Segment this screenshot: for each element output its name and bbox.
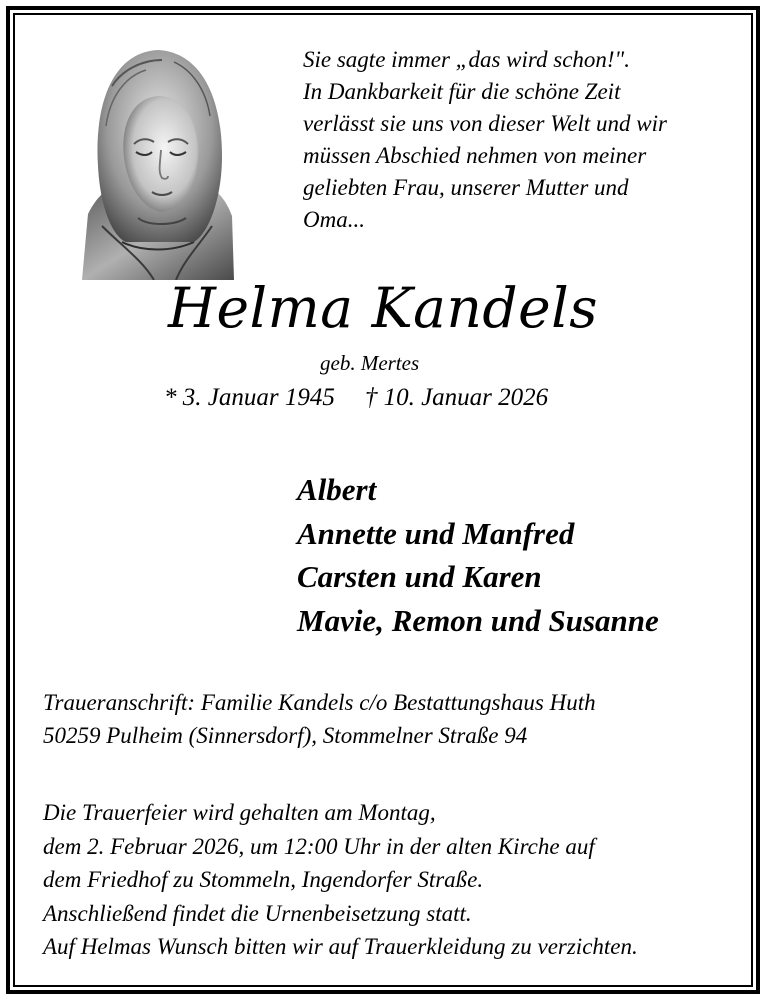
quote-line: In Dankbarkeit für die schöne Zeit	[303, 79, 621, 104]
memorial-quote	[303, 44, 743, 236]
birth-name: geb. Mertes	[320, 351, 420, 375]
deceased-name: Helma Kandels	[168, 276, 598, 340]
family-member: Carsten und Karen	[297, 559, 542, 594]
quote-line: Sie sagte immer „das wird schon!".	[303, 47, 630, 72]
madonna-portrait-image	[82, 46, 234, 280]
funeral-line: Auf Helmas Wunsch bitten wir auf Trauerkleidung zu verzichten.	[43, 934, 638, 959]
quote-line: Oma...	[303, 207, 365, 232]
death-date: † 10. Januar 2026	[364, 384, 549, 411]
mourning-family	[297, 468, 659, 642]
funeral-line: Anschließend findet die Urnenbeisetzung statt.	[43, 900, 472, 926]
birth-date: * 3. Januar 1945	[164, 384, 335, 411]
funeral-details	[43, 796, 638, 964]
mourning-address	[43, 686, 596, 752]
quote-line: müssen Abschied nehmen von meiner	[303, 143, 647, 168]
address-line: 50259 Pulheim (Sinnersdorf), Stommelner Straße 94	[43, 723, 528, 748]
funeral-line: dem Friedhof zu Stommeln, Ingendorfer Straße.	[43, 867, 484, 892]
funeral-line: dem 2. Februar 2026, um 12:00 Uhr in der alten Kirche auf	[43, 833, 595, 859]
funeral-line: Die Trauerfeier wird gehalten am Montag,	[43, 800, 436, 825]
quote-line: geliebten Frau, unserer Mutter und	[303, 175, 629, 200]
quote-line: verlässt sie uns von dieser Welt und wir	[303, 111, 667, 136]
family-member: Albert	[297, 472, 377, 507]
family-member: Annette und Manfred	[297, 515, 575, 551]
family-member: Mavie, Remon und Susanne	[297, 602, 659, 638]
life-dates	[164, 382, 548, 414]
address-line: Traueranschrift: Familie Kandels c/o Bestattungshaus Huth	[43, 690, 596, 715]
